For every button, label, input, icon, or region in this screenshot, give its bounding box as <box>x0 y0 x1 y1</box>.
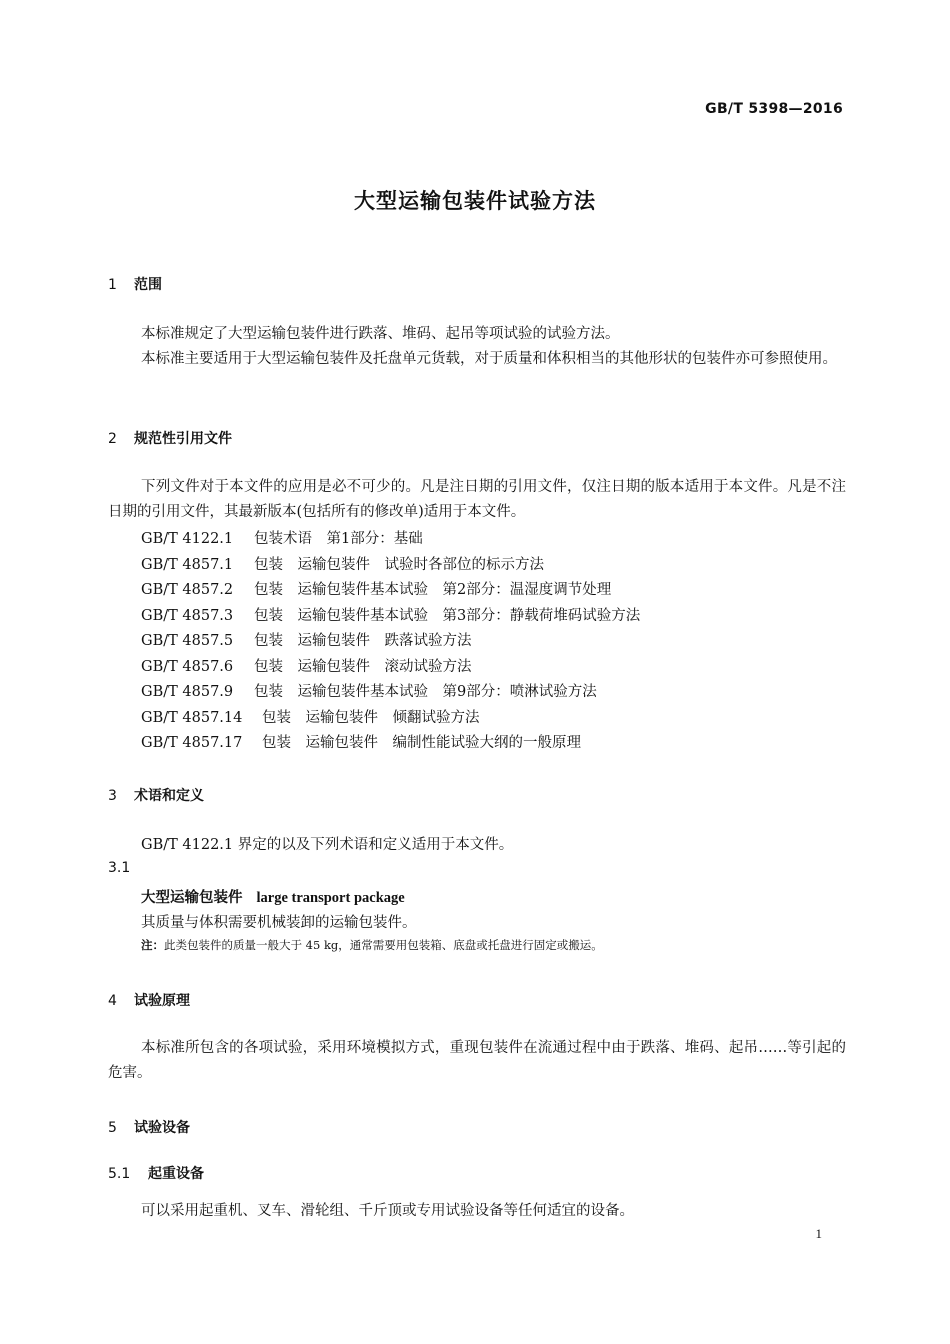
subsection-5-1-heading <box>108 1163 204 1183</box>
reference-code: GB/T 4857.5 <box>141 633 234 649</box>
reference-item <box>141 553 544 574</box>
term-definition: 其质量与体积需要机械装卸的运输包装件。 <box>141 915 417 931</box>
term-name-zh: 大型运输包装件 <box>141 890 243 906</box>
section-1-heading <box>108 274 162 294</box>
reference-item <box>141 706 480 727</box>
reference-item <box>141 629 472 650</box>
section-title: 范围 <box>134 277 162 293</box>
reference-title: 包装 运输包装件 编制性能试验大纲的一般原理 <box>262 735 581 751</box>
reference-code: GB/T 4857.1 <box>141 557 234 573</box>
subsection-number: 5.1 <box>108 1166 131 1182</box>
section-title: 术语和定义 <box>134 788 204 804</box>
reference-item <box>141 578 611 599</box>
reference-code: GB/T 4857.9 <box>141 684 234 700</box>
reference-title: 包装 运输包装件 倾翻试验方法 <box>262 710 480 726</box>
section-number: 2 <box>108 431 117 447</box>
normative-intro-paragraph: 下列文件对于本文件的应用是必不可少的。凡是注日期的引用文件，仅注日期的版本适用于本文件。凡是不注日期的引用文件，其最新版本(包括所有的修改单)适用于本文件。 <box>108 479 846 520</box>
reference-item <box>141 731 581 752</box>
section-number: 4 <box>108 993 117 1009</box>
reference-code: GB/T 4857.2 <box>141 582 234 598</box>
reference-code: GB/T 4122.1 <box>141 531 234 547</box>
note-text: 此类包装件的质量一般大于 45 kg，通常需要用包装箱、底盘或托盘进行固定或搬运。 <box>164 938 603 952</box>
reference-item <box>141 527 423 548</box>
reference-title: 包装术语 第1部分：基础 <box>254 531 423 547</box>
note-label: 注： <box>141 938 164 952</box>
section-4-heading <box>108 990 190 1010</box>
reference-title: 包装 运输包装件 滚动试验方法 <box>254 659 472 675</box>
section-3-heading <box>108 785 204 805</box>
section-number: 3 <box>108 788 117 804</box>
page-number: 1 <box>815 1226 822 1241</box>
reference-item <box>141 655 472 676</box>
reference-code: GB/T 4857.17 <box>141 735 243 751</box>
section-number: 1 <box>108 277 117 293</box>
reference-title: 包装 运输包装件基本试验 第2部分：温湿度调节处理 <box>254 582 612 598</box>
section-5-heading <box>108 1117 190 1137</box>
lifting-equipment-paragraph: 可以采用起重机、叉车、滑轮组、千斤顶或专用试验设备等任何适宜的设备。 <box>141 1203 634 1219</box>
scope-paragraph-1: 本标准规定了大型运输包装件进行跌落、堆码、起吊等项试验的试验方法。 <box>141 326 620 342</box>
reference-title: 包装 运输包装件 跌落试验方法 <box>254 633 472 649</box>
terms-intro-line: GB/T 4122.1 界定的以及下列术语和定义适用于本文件。 <box>141 837 514 853</box>
reference-code: GB/T 4857.14 <box>141 710 243 726</box>
term-number: 3.1 <box>108 860 131 876</box>
section-2-heading <box>108 428 232 448</box>
reference-code: GB/T 4857.3 <box>141 608 234 624</box>
term-note <box>141 937 603 953</box>
term-name-en: large transport package <box>256 890 405 906</box>
standard-code: GB/T 5398—2016 <box>705 101 843 117</box>
reference-item <box>141 604 640 625</box>
reference-title: 包装 运输包装件 试验时各部位的标示方法 <box>254 557 544 573</box>
section-title: 试验原理 <box>134 993 190 1009</box>
reference-title: 包装 运输包装件基本试验 第3部分：静载荷堆码试验方法 <box>254 608 641 624</box>
section-number: 5 <box>108 1120 117 1136</box>
reference-title: 包装 运输包装件基本试验 第9部分：喷淋试验方法 <box>254 684 597 700</box>
subsection-title: 起重设备 <box>148 1166 204 1182</box>
scope-paragraph-2: 本标准主要适用于大型运输包装件及托盘单元货载，对于质量和体积相当的其他形状的包装件亦可参照使用。 <box>141 351 837 367</box>
principle-paragraph: 本标准所包含的各项试验，采用环境模拟方式，重现包装件在流通过程中由于跌落、堆码、起吊……等引起的危害。 <box>108 1040 846 1081</box>
reference-code: GB/T 4857.6 <box>141 659 234 675</box>
section-title: 规范性引用文件 <box>134 431 232 447</box>
term-name <box>141 886 405 907</box>
section-title: 试验设备 <box>134 1120 190 1136</box>
reference-item <box>141 680 597 701</box>
document-title: 大型运输包装件试验方法 <box>354 189 596 213</box>
